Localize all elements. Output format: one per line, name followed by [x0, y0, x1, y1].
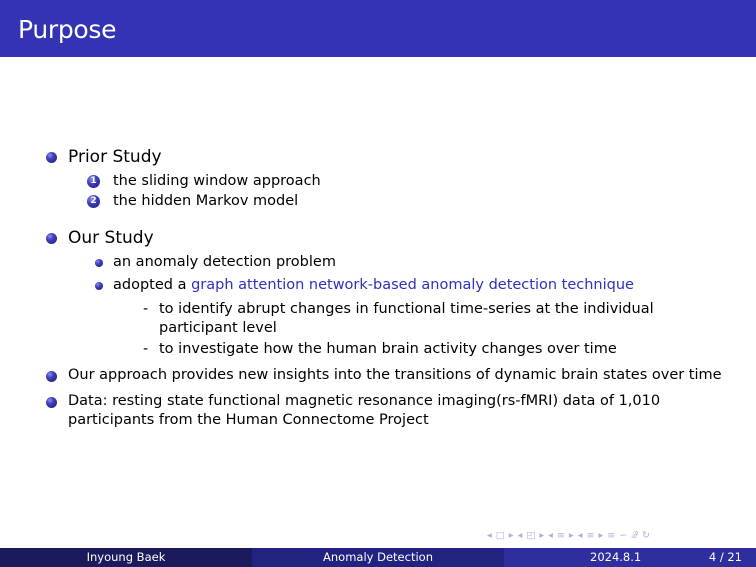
- sub-bullet-icon: [95, 282, 103, 290]
- prior-item-2: the hidden Markov model: [113, 193, 299, 209]
- footer-title: Anomaly Detection: [252, 548, 504, 567]
- enum-number-1: 1: [87, 175, 100, 188]
- bullet-icon: [46, 233, 57, 244]
- footer-date: 2024.8.1: [590, 550, 642, 564]
- data-line-2: participants from the Human Connectome Project: [68, 412, 429, 428]
- highlighted-technique: graph attention network-based anomaly detection technique: [191, 277, 634, 293]
- prior-study-heading: Prior Study: [68, 147, 162, 167]
- sub-item-2: to investigate how the human brain activity changes over time: [159, 341, 617, 357]
- bullet-icon: [46, 371, 57, 382]
- footer-author: Inyoung Baek: [0, 548, 252, 567]
- footer: [0, 548, 756, 567]
- enum-number-2: 2: [87, 195, 100, 208]
- approach-text: Our approach provides new insights into the transitions of dynamic brain states over time: [68, 367, 722, 383]
- our-item-2: [113, 277, 634, 293]
- our-study-heading: Our Study: [68, 228, 154, 248]
- dash-marker: -: [143, 341, 149, 357]
- our-item-2-prefix: adopted a: [113, 277, 192, 293]
- sub-item-1-line-2: participant level: [159, 320, 277, 336]
- our-item-1: an anomaly detection problem: [113, 254, 336, 270]
- footer-right: [504, 548, 756, 567]
- prior-item-1: the sliding window approach: [113, 173, 321, 189]
- sub-bullet-icon: [95, 259, 103, 267]
- bullet-icon: [46, 152, 57, 163]
- bullet-icon: [46, 397, 57, 408]
- footer-page-number: 4 / 21: [708, 550, 742, 564]
- beamer-navigation-icons[interactable]: ◂ □ ▸ ◂ ◰ ▸ ◂ ≡ ▸ ◂ ≡ ▸ ≡ ∽ 𝒬 ↻: [487, 530, 651, 541]
- slide-title: Purpose: [18, 15, 117, 44]
- data-line-1: Data: resting state functional magnetic resonance imaging(rs-fMRI) data of 1,010: [68, 393, 661, 409]
- dash-marker: -: [143, 301, 149, 317]
- sub-item-1-line-1: to identify abrupt changes in functional time-series at the individual: [159, 301, 654, 317]
